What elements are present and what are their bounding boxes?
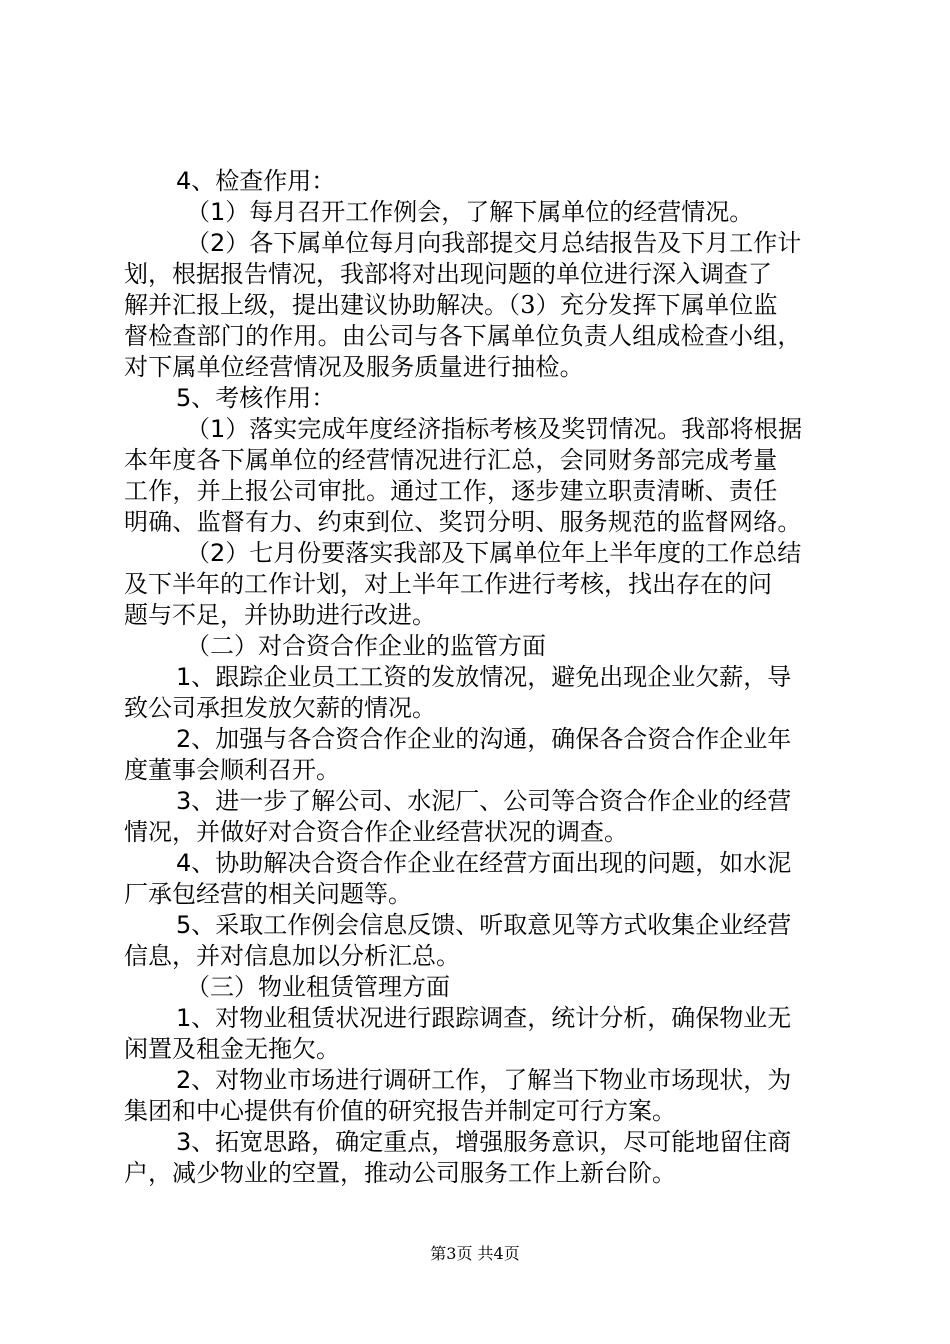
paragraph-line: 集团和中心提供有价值的研究报告并制定可行方案。 — [124, 1097, 676, 1125]
paragraph-line: 题与不足，并协助进行改进。 — [124, 601, 436, 629]
paragraph-line: 1、对物业租赁状况进行跟踪调查，统计分析，确保物业无 — [176, 1004, 792, 1032]
text-run: （1）落实完成年度经济指标考核及奖罚情况。 — [186, 415, 682, 443]
paragraph-heading: 5、考核作用： — [176, 384, 336, 412]
paragraph-line: 致公司承担发放欠薪的情况。 — [124, 694, 436, 722]
paragraph-line: 度董事会顺利召开。 — [124, 756, 340, 784]
paragraph-line: 2、加强与各合资合作企业的沟通，确保各合资合作企业年 — [176, 725, 792, 753]
paragraph-line: 2、对物业市场进行调研工作，了解当下物业市场现状，为 — [176, 1066, 792, 1094]
paragraph-line: 信息，并对信息加以分析汇总。 — [124, 942, 460, 970]
paragraph-line — [124, 290, 830, 321]
paragraph-line: 情况，并做好对合资合作企业经营状况的调查。 — [124, 818, 628, 846]
paragraph-line: （2）各下属单位每月向我部提交月总结报告及下月工作计 — [186, 229, 802, 257]
paragraph-line: 3、进一步了解公司、水泥厂、公司等合资合作企业的经营 — [176, 787, 792, 815]
paragraph-line: 厂承包经营的相关问题等。 — [124, 880, 412, 908]
text-run: 我部将根据 — [681, 415, 803, 443]
paragraph-line: 工作，并上报公司审批。通过工作，逐步建立职责清晰、责任 — [124, 477, 778, 505]
paragraph-line: 闲置及租金无拖欠。 — [124, 1035, 340, 1063]
paragraph-line: 督检查部门的作用。由公司与各下属单位负责人组成检查小组， — [124, 322, 802, 350]
paragraph-line: 明确、监督有力、约束到位、奖罚分明、服务规范的监督网络。 — [124, 508, 802, 536]
paragraph-heading: 4、检查作用： — [176, 167, 336, 195]
paragraph-line: 5、采取工作例会信息反馈、听取意见等方式收集企业经营 — [176, 911, 792, 939]
paragraph-line: 对下属单位经营情况及服务质量进行抽检。 — [124, 353, 584, 381]
paragraph-line: 3、拓宽思路，确定重点，增强服务意识，尽可能地留住商 — [176, 1128, 792, 1156]
text-run: （3）充分发挥下属单位监 — [508, 291, 778, 319]
paragraph-line: 户，减少物业的空置，推动公司服务工作上新台阶。 — [124, 1159, 676, 1187]
text-run: 解并汇报上级，提出建议协助解决。 — [124, 291, 508, 319]
paragraph-line: （2）七月份要落实我部及下属单位年上半年度的工作总结 — [186, 539, 802, 567]
paragraph-line: 本年度各下属单位的经营情况进行汇总，会同财务部完成考量 — [124, 446, 778, 474]
paragraph-line: 4、协助解决合资合作企业在经营方面出现的问题，如水泥 — [176, 849, 792, 877]
paragraph-line — [124, 414, 830, 445]
section-heading: （三）物业租赁管理方面 — [186, 973, 450, 1001]
paragraph-line: 及下半年的工作计划，对上半年工作进行考核，找出存在的问 — [124, 570, 772, 598]
page-footer: 第3页 共4页 — [430, 1244, 520, 1263]
paragraph-line: （1）每月召开工作例会，了解下属单位的经营情况。 — [186, 198, 754, 226]
document-body — [124, 166, 830, 1189]
paragraph-line: 划，根据报告情况，我部将对出现问题的单位进行深入调查了 — [124, 260, 772, 288]
paragraph-line: 1、跟踪企业员工工资的发放情况，避免出现企业欠薪，导 — [176, 663, 792, 691]
section-heading: （二）对合资合作企业的监管方面 — [186, 632, 546, 660]
